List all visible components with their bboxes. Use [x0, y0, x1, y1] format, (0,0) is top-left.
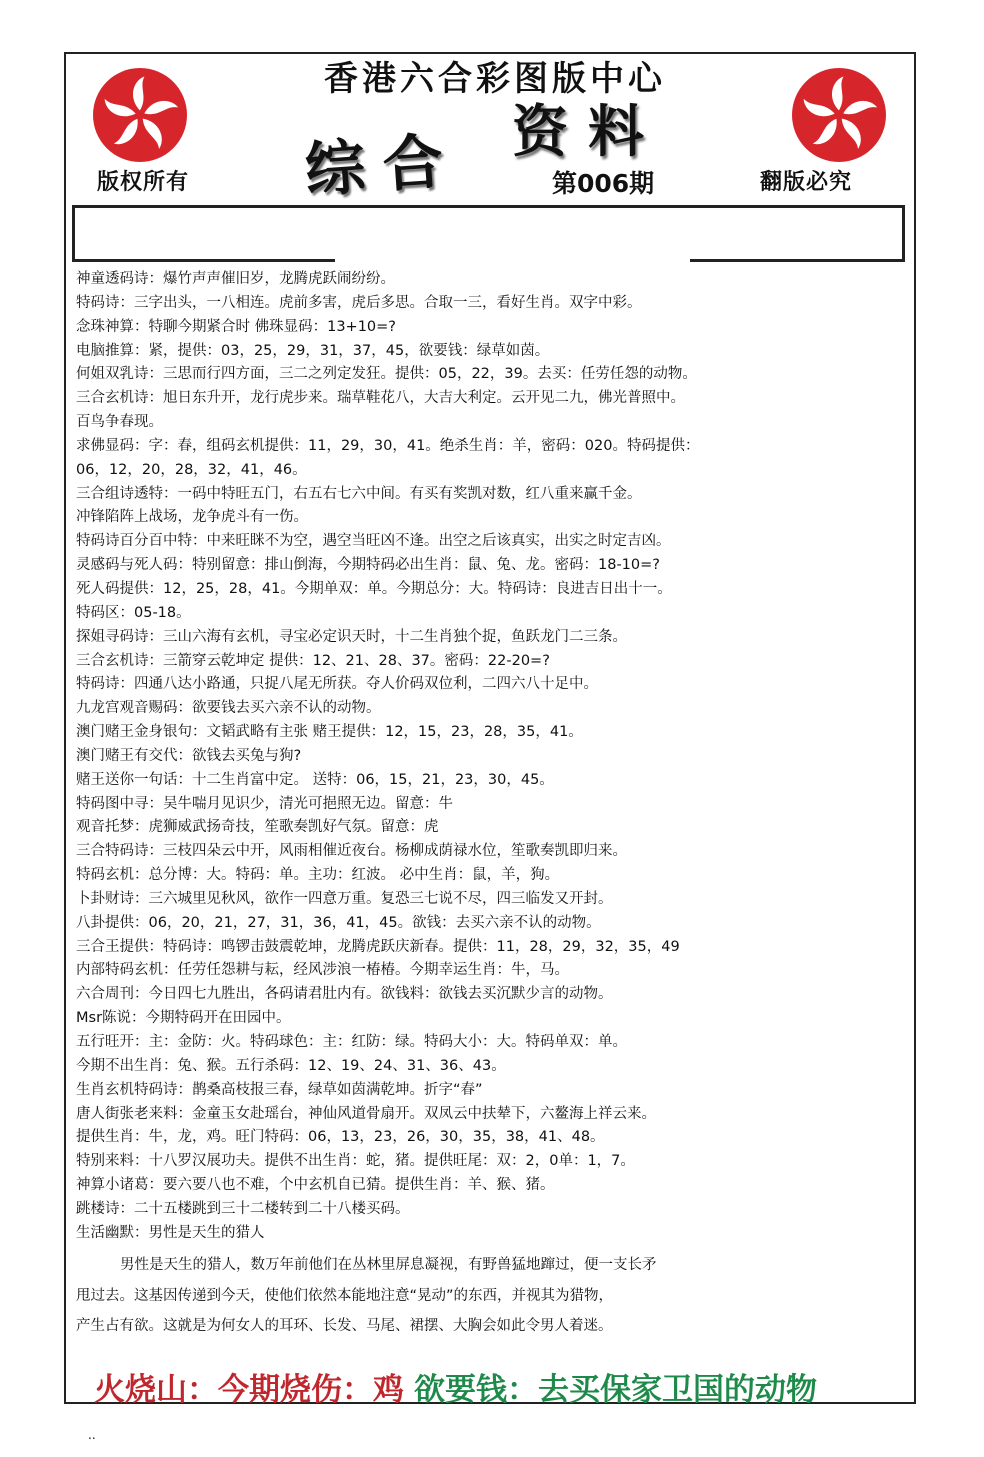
text-line: 赌王送你一句话：十二生肖富中定。 送特：06，15，21，23，30，45。 [76, 771, 554, 788]
text-line: 跳楼诗：二十五楼跳到三十二楼转到二十八楼买码。 [76, 1200, 410, 1217]
text-line: 澳门赌王有交代：欲钱去买兔与狗? [76, 747, 302, 764]
text-line: 特码诗：三字出头，一八相连。虎前多害，虎后多思。合取一三，看好生肖。双字中彩。 [76, 294, 642, 311]
text-line: 求佛显码：字：春，组码玄机提供：11，29，30，41。绝杀生肖：羊，密码：020。特码提供： [76, 437, 700, 454]
text-line: 特码区：05-18。 [76, 604, 191, 621]
text-line: 念珠神算：特聊今期紧合时 佛珠显码：13+10=? [76, 318, 397, 335]
text-line: 三合玄机诗：三箭穿云乾坤定 提供：12、21、28、37。密码：22-20=? [76, 652, 550, 669]
text-line: Msr陈说：今期特码开在田园中。 [76, 1010, 291, 1027]
box-bottom-left-line [72, 259, 335, 262]
text-line: 六合周刊：今日四七九胜出，各码请君肚内有。欲钱料：欲钱去买沉默少言的动物。 [76, 986, 613, 1003]
text-line: 探姐寻码诗：三山六海有玄机，寻宝必定识天时，十二生肖独个捉，鱼跃龙门二三条。 [76, 628, 627, 645]
bauhinia-logo-right-icon [792, 68, 886, 162]
paragraph-line: 产生占有欲。这就是为何女人的耳环、长发、马尾、裙摆、大胸会如此令男人着迷。 [76, 1318, 613, 1334]
text-line: 今期不出生肖：兔、猴。五行杀码：12、19、24、31、36、43。 [76, 1057, 506, 1074]
text-line: 五行旺开：主：金防：火。特码球色：主：红防：绿。特码大小：大。特码单双：单。 [76, 1034, 627, 1050]
text-line: 九龙宫观音赐码：欲要钱去买六亲不认的动物。 [76, 700, 381, 717]
blank-banner-box [72, 205, 905, 262]
box-bottom-right-line [690, 259, 905, 262]
text-line: 百鸟争春现。 [76, 414, 163, 431]
paragraph-line: 甩过去。这基因传递到今天，使他们依然本能地注意“晃动”的东西，并视其为猎物， [76, 1287, 614, 1304]
text-line: 灵感码与死人码：特别留意：排山倒海，今期特码必出生肖：鼠、兔、龙。密码：18-10=? [76, 557, 660, 574]
text-line: 特码玄机：总分博：大。特码：单。主功：红波。 必中生肖：鼠，羊，狗。 [76, 867, 560, 884]
text-line: 三合特码诗：三枝四朵云中开，风雨相催近夜台。杨柳成荫禄水位，笙歌奏凯即归来。 [76, 843, 627, 860]
paragraph-line: 男性是天生的猎人，数万年前他们在丛林里屏息凝视，有野兽猛地蹿过，便一支长矛 [120, 1257, 657, 1273]
text-line: 澳门赌王金身银句：文韬武略有主张 赌王提供：12，15，23，28，35，41。 [76, 724, 583, 741]
text-line: 特码诗百分百中特：中来旺眯不为空，遇空当旺凶不逢。出空之后该真实，出实之时定吉凶。 [76, 533, 671, 550]
page-title: 香港六合彩图版中心 [324, 59, 666, 99]
text-line: 特码诗：四通八达小路通，只捉八尾无所获。夺人价码双位利，二四六八十足中。 [76, 676, 598, 693]
text-line: 内部特码玄机：任劳任怨耕与耘，经风涉浪一椿椿。今期幸运生肖：牛，马。 [76, 962, 569, 979]
piracy-note: 翻版必究 [760, 170, 853, 195]
text-line: 06，12，20，28，32，41，46。 [76, 461, 307, 478]
text-line: 生肖玄机特码诗：鹊桑高枝报三春，绿草如茵满乾坤。折字“春” [76, 1081, 483, 1098]
issue-number: 第006期 [552, 169, 655, 198]
text-line: 观音托梦：虎狮威武扬奇技，笙歌奏凯好气氛。留意：虎 [76, 819, 439, 836]
text-line: 三合玄机诗：旭日东升开，龙行虎步来。瑞草鞋花八，大吉大利定。云开见二九，佛光普照中。 [76, 390, 685, 407]
footer-red-text: 火烧山：今期烧伤：鸡 [94, 1372, 404, 1408]
text-line: 三合王提供：特码诗：鸣锣击鼓震乾坤，龙腾虎跃庆新春。提供：11，28，29，32，35，49 [76, 938, 680, 955]
bottom-mark: .. [88, 1428, 96, 1442]
text-line: 唐人街张老来料：金童玉女赴瑶台，神仙风道骨扇开。双凤云中扶辇下，六鳌海上祥云来。 [76, 1105, 656, 1122]
footer-green-text: 欲要钱：去买保家卫国的动物 [414, 1372, 817, 1408]
text-line: 三合组诗透特：一码中特旺五门，右五右七六中间。有买有奖凯对数，红八重来赢千金。 [76, 485, 642, 502]
text-line: 生活幽默：男性是天生的猎人 [76, 1224, 265, 1241]
headline-left: 综合 [302, 125, 464, 207]
text-line: 特别来料：十八罗汉展功夫。提供不出生肖：蛇，猪。提供旺尾：双：2，0单：1，7。 [76, 1153, 635, 1170]
bauhinia-logo-left-icon [93, 68, 187, 162]
text-line: 神童透码诗：爆竹声声催旧岁，龙腾虎跃闹纷纷。 [76, 271, 395, 287]
text-line: 提供生肖：牛，龙，鸡。旺门特码：06，13，23，26，30，35，38，41、48。 [76, 1129, 605, 1146]
text-line: 电脑推算：紧，提供：03，25，29，31，37，45，欲要钱：绿草如茵。 [76, 342, 550, 359]
text-line: 死人码提供：12，25，28，41。今期单双：单。今期总分：大。特码诗：良进吉日出十一。 [76, 580, 672, 597]
text-line: 神算小诸葛：要六要八也不难，个中玄机自已猜。提供生肖：羊、猴、猪。 [76, 1177, 555, 1194]
copyright-note: 版权所有 [97, 170, 190, 195]
headline-right: 资料 [512, 99, 664, 165]
info-lines [76, 268, 916, 1246]
footer-banner [94, 1364, 817, 1409]
text-line: 何姐双乳诗：三思而行四方面，三二之列定发狂。提供：05，22，39。去买：任劳任怨的动物。 [76, 366, 697, 383]
text-line: 八卦提供：06，20，21，27，31，36，41，45。欲钱：去买六亲不认的动物。 [76, 914, 601, 931]
text-line: 冲锋陷阵上战场，龙争虎斗有一伤。 [76, 509, 308, 526]
text-line: 特码图中寻：吴牛喘月见识少，清光可挹照无边。留意：牛 [76, 795, 453, 812]
humor-paragraph [76, 1250, 876, 1342]
text-line: 卜卦财诗：三六城里见秋风，欲作一四意万重。复恐三七说不尽，四三临发又开封。 [76, 890, 613, 907]
